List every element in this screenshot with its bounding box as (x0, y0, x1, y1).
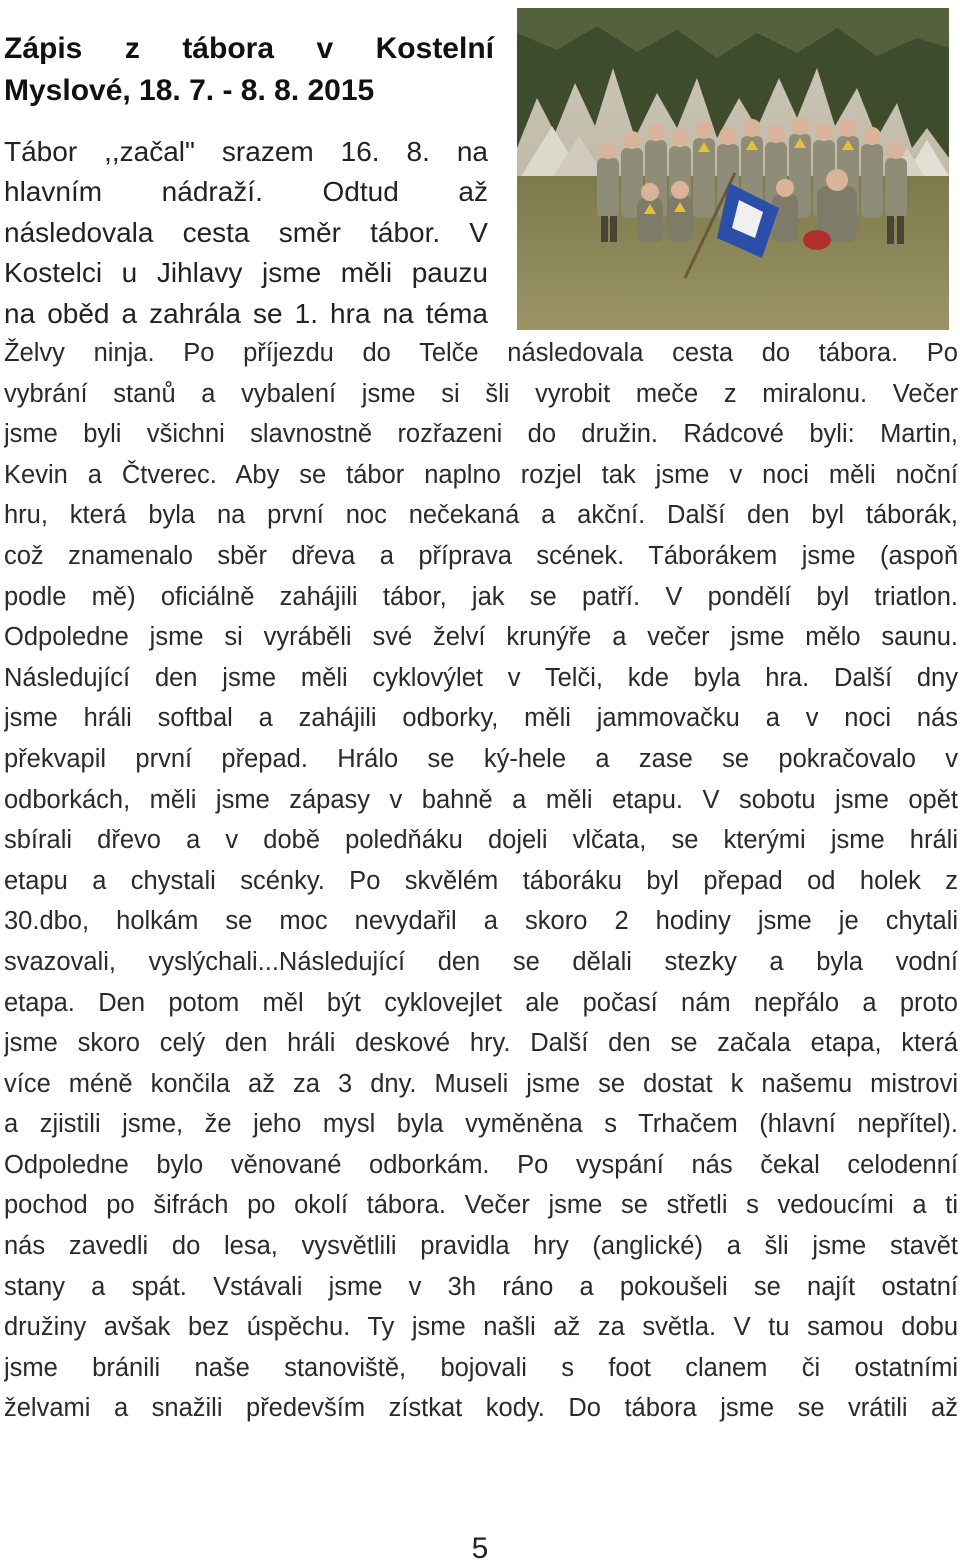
text-line: což znamenalo sběr dřeva a příprava scének. Táborákem jsme (aspoň (4, 541, 958, 570)
text-line: Želvy ninja. Po příjezdu do Telče následovala cesta do tábora. Po (4, 339, 958, 367)
text-line: stany a spát. Vstávali jsme v 3h ráno a pokoušeli se najít ostatní (4, 1272, 958, 1301)
text-line: Následující den jsme měli cyklovýlet v Telči, kde byla hra. Další dny (4, 663, 958, 692)
text-line: vybrání stanů a vybalení jsme si šli vyrobit meče z miralonu. Večer (4, 379, 958, 408)
text-line: etapu a chystali scénky. Po skvělém táboráku byl přepad od holek z (4, 866, 958, 895)
text-line: více méně končila až za 3 dny. Museli jsme se dostat k našemu mistrovi (4, 1069, 958, 1098)
text-line: Odpoledne jsme si vyráběli své želví krunýře a večer jsme mělo saunu. (4, 623, 958, 652)
text-line: jsme hráli softbal a zahájili odborky, měli jammovačku a v noci nás (4, 704, 958, 733)
text-line: následovala cesta směr tábor. V (4, 216, 488, 248)
text-line: sbírali dřevo a v době poledňáku dojeli vlčata, se kterými jsme hráli (4, 826, 958, 855)
text-line: Kostelci u Jihlavy jsme měli pauzu (4, 257, 488, 289)
page-number: 5 (471, 1532, 489, 1565)
text-line: podle mě) oficiálně zahájili tábor, jak se patří. V pondělí byl triatlon. (4, 582, 958, 611)
text-line: hlavním nádraží. Odtud až (4, 176, 488, 208)
text-line: družiny avšak bez úspěchu. Ty jsme našli až za světla. V tu samou dobu (4, 1313, 958, 1342)
text-line: jsme byli všichni slavnostně rozřazeni do družin. Rádcové byli: Martin, (4, 420, 958, 449)
title-line-2: Myslové, 18. 7. - 8. 8. 2015 (4, 74, 375, 107)
intro-paragraph (4, 132, 488, 334)
text-line: Tábor ,,začal" srazem 16. 8. na (4, 136, 488, 167)
title-line-1: Zápis z tábora v Kostelní (4, 32, 494, 65)
text-line: želvami a snažili především zístkat kody. Do tábora jsme se vrátili až (4, 1394, 958, 1423)
page-title (4, 28, 494, 112)
text-line: hru, která byla na první noc nečekaná a akční. Další den byl táborák, (4, 501, 958, 530)
text-line: pochod po šifrách po okolí tábora. Večer jsme se střetli s vedoucími a ti (4, 1191, 958, 1220)
group-photo-image (517, 8, 949, 330)
text-line: nás zavedli do lesa, vysvětlili pravidla hry (anglické) a šli jsme stavět (4, 1232, 958, 1261)
text-line: na oběd a zahrála se 1. hra na téma (4, 297, 488, 329)
text-line: jsme skoro celý den hráli deskové hry. Další den se začala etapa, která (4, 1029, 958, 1058)
text-line: jsme bránili naše stanoviště, bojovali s foot clanem či ostatními (4, 1353, 958, 1382)
body-paragraph (4, 333, 958, 1429)
text-line: 30.dbo, holkám se moc nevydařil a skoro 2 hodiny jsme je chytali (4, 907, 958, 936)
text-line: Kevin a Čtverec. Aby se tábor naplno rozjel tak jsme v noci měli noční (4, 460, 958, 489)
text-line: svazovali, vyslýchali...Následující den se dělali stezky a byla vodní (4, 947, 958, 976)
text-line: etapa. Den potom měl být cyklovejlet ale počasí nám nepřálo a proto (4, 988, 958, 1017)
text-line: a zjistili jsme, že jeho mysl byla vyměněna s Trhačem (hlavní nepřítel). (4, 1110, 958, 1139)
text-line: překvapil první přepad. Hrálo se ký-hele a zase se pokračovalo v (4, 744, 958, 773)
text-line: odborkách, měli jsme zápasy v bahně a měli etapu. V sobotu jsme opět (4, 785, 958, 814)
text-line: Odpoledne bylo věnované odborkám. Po vyspání nás čekal celodenní (4, 1150, 958, 1179)
